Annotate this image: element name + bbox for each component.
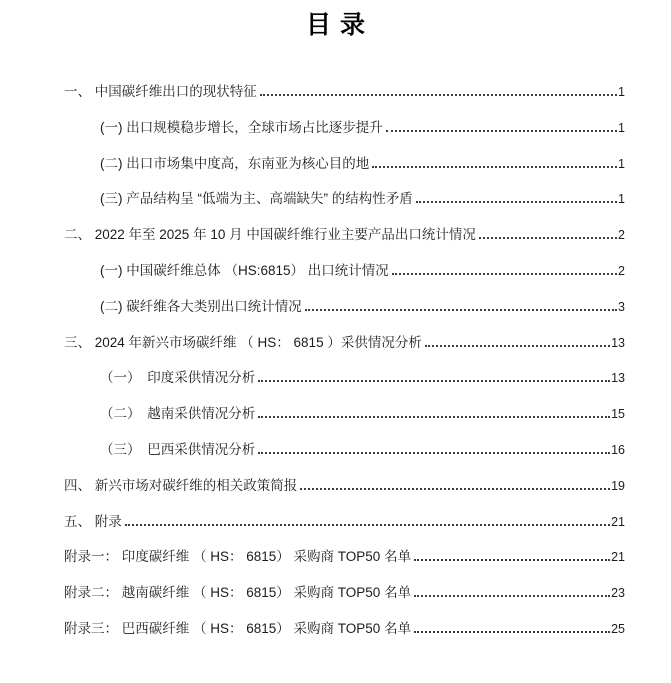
toc-entry-page-number: 1 (618, 85, 625, 99)
toc-entry-page-number: 2 (618, 228, 625, 243)
toc-entry[interactable] (0, 289, 671, 325)
toc-entry[interactable] (0, 217, 671, 253)
toc-entry-label: (三) 产品结构呈 “低端为主、高端缺失” 的结构性矛盾 (100, 191, 413, 207)
toc-entry-page-number: 19 (611, 478, 625, 493)
toc-entry-label: 附录一： 印度碳纤维 （ HS： 6815） 采购商 TOP50 名单 (64, 549, 412, 565)
dot-leader (479, 226, 617, 239)
toc-entry[interactable] (0, 253, 671, 289)
toc-entry[interactable] (0, 575, 671, 611)
toc-entry[interactable] (0, 360, 671, 396)
dot-leader (372, 155, 617, 168)
toc-entry-page-number: 25 (611, 621, 625, 636)
toc-entry-page-number: 21 (611, 514, 625, 529)
table-of-contents (0, 74, 671, 647)
toc-entry-label: 一、 中国碳纤维出口的现状特征 (64, 84, 257, 99)
dot-leader (258, 441, 610, 454)
toc-entry-label: (二) 碳纤维各大类别出口统计情况 (100, 298, 302, 314)
toc-entry-label: （一） 印度采供情况分析 (100, 370, 256, 386)
dot-leader (414, 549, 610, 562)
dot-leader (260, 83, 617, 96)
dot-leader (416, 191, 617, 204)
toc-entry-label: (一) 出口规模稳步增长，全球市场占比逐步提升 (100, 119, 383, 135)
dot-leader (414, 584, 610, 597)
toc-entry[interactable] (0, 432, 671, 468)
toc-entry[interactable] (0, 504, 671, 540)
dot-leader (258, 370, 610, 383)
toc-entry-label: 二、 2022 年至 2025 年 10 月 中国碳纤维行业主要产品出口统计情况 (64, 227, 476, 243)
toc-entry-label: 附录二： 越南碳纤维 （ HS： 6815） 采购商 TOP50 名单 (64, 585, 412, 601)
dot-leader (386, 119, 617, 132)
toc-entry[interactable] (0, 181, 671, 217)
dot-leader (392, 262, 617, 275)
toc-entry[interactable] (0, 325, 671, 361)
toc-entry[interactable] (0, 611, 671, 647)
toc-entry[interactable] (0, 468, 671, 504)
toc-entry-label: 附录三： 巴西碳纤维 （ HS： 6815） 采购商 TOP50 名单 (64, 620, 412, 636)
toc-entry-label: (二) 出口市场集中度高，东南亚为核心目的地 (100, 155, 370, 171)
toc-entry-page-number: 21 (611, 550, 625, 565)
toc-entry-label: 五、 附录 (64, 513, 122, 529)
toc-entry-label: 四、 新兴市场对碳纤维的相关政策简报 (64, 477, 298, 493)
toc-entry-page-number: 13 (611, 371, 625, 386)
dot-leader (125, 513, 610, 526)
toc-entry-page-number: 13 (611, 335, 625, 350)
dot-leader (305, 298, 617, 311)
toc-entry-page-number: 23 (611, 586, 625, 601)
dot-leader (425, 334, 610, 347)
toc-entry-page-number: 3 (618, 299, 625, 314)
dot-leader (300, 477, 610, 490)
toc-entry-label: 三、 2024 年新兴市场碳纤维 （ HS： 6815 ）采供情况分析 (64, 334, 422, 350)
toc-entry-page-number: 1 (618, 120, 625, 135)
toc-entry[interactable] (0, 396, 671, 432)
toc-entry-page-number: 16 (611, 442, 625, 457)
toc-entry[interactable] (0, 110, 671, 146)
toc-entry-label: （二） 越南采供情况分析 (100, 406, 256, 422)
document-page (0, 8, 671, 683)
dot-leader (414, 620, 610, 633)
toc-entry-page-number: 1 (618, 156, 625, 171)
toc-entry[interactable] (0, 539, 671, 575)
toc-entry-page-number: 1 (618, 192, 625, 207)
toc-entry[interactable] (0, 146, 671, 182)
toc-entry-page-number: 2 (618, 263, 625, 278)
dot-leader (258, 405, 610, 418)
toc-entry-label: （三） 巴西采供情况分析 (100, 441, 256, 457)
toc-entry-label: (一) 中国碳纤维总体 （HS:6815） 出口统计情况 (100, 262, 389, 278)
toc-entry-page-number: 15 (611, 407, 625, 422)
toc-entry[interactable] (0, 74, 671, 110)
page-title: 目录 (305, 11, 374, 39)
